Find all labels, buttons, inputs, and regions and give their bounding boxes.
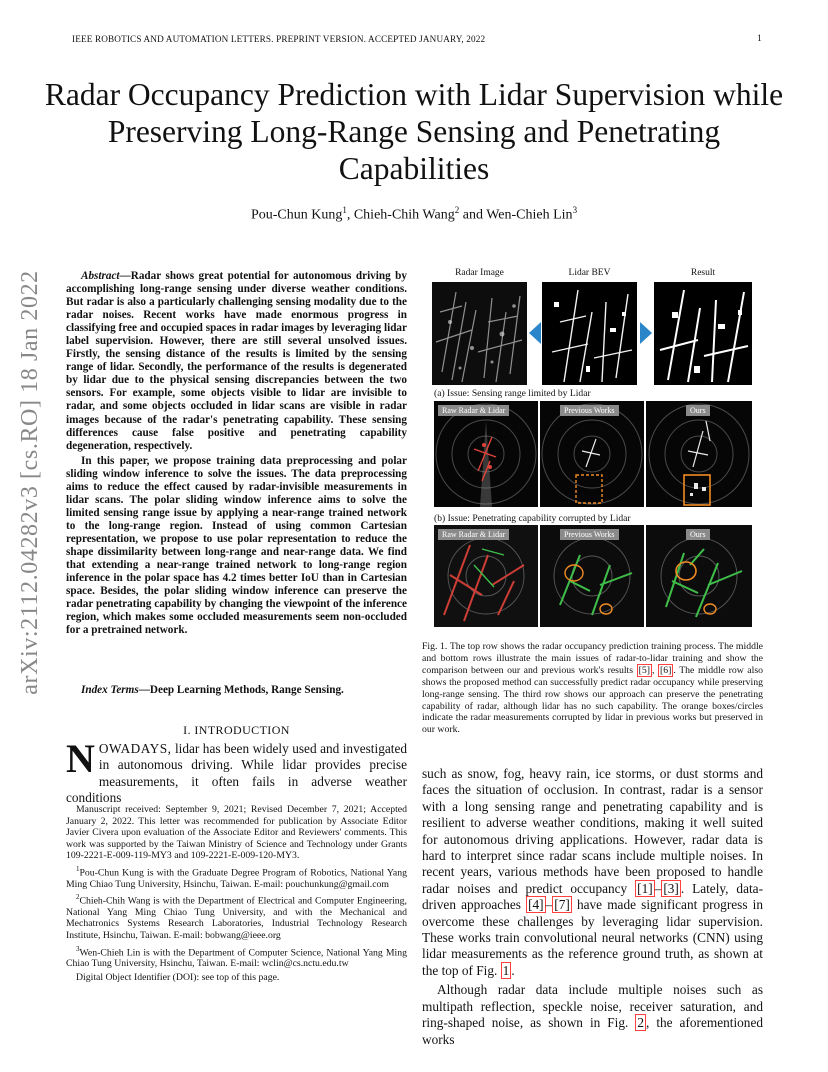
author-name: Chieh-Chih Wang — [353, 207, 455, 223]
citation-link[interactable]: [3] — [663, 880, 679, 896]
section-heading: I. INTRODUCTION — [183, 723, 290, 737]
raw-radar-lidar-panel — [434, 401, 538, 507]
result-graphic — [654, 282, 752, 385]
column-header-result: Result — [690, 268, 716, 278]
subcaption-a: (a) Issue: Sensing range limited by Lidar — [434, 388, 591, 399]
panel-label-raw: Raw Radar & Lidar — [438, 405, 509, 416]
panel-label-raw-b: Raw Radar & Lidar — [438, 529, 509, 540]
figure-caption: Fig. 1. The top row shows the radar occupancy prediction training process. The middle and bottom rows illustrate the main issues of radar-to-lidar training and show the comparison between our and previous work's results [5] , [6] . The middle row also shows the proposed method can successfully predict radar occupancy while preserving long-range sensing. The third row shows our approach can preserve the penetrating capability of radar, although lidar has no such capability. The orange boxes/circles indicate the radar measurements corrupted by lidar in previous works but preserved in our work. — [422, 641, 764, 736]
radar-image-graphic — [432, 282, 527, 385]
citation-link[interactable]: [7] — [554, 897, 570, 913]
arxiv-identifier: arXiv:2112.04282v3 [cs.RO] 18 Jan 2022 — [16, 270, 43, 695]
footnotes — [66, 804, 407, 983]
panel-label-ours: Ours — [686, 405, 710, 416]
ours-graphic — [646, 401, 752, 507]
panel-label-previous-b: Previous Works — [560, 529, 619, 540]
body-paragraph-1: such as snow, fog, heavy rain, ice storms, or dust storms and faces the situation of occlusion. In contrast, radar is a sensor with a long sensing range and penetrating capability and is resilient to adverse weather conditions, making it well suited for autonomous driving applications. However, radar data is hard to interpret since radar scans include multiple noises. In recent years, various methods have been proposed to handle radar noises and predict occupancy [1] – [3] . Lately, data-driven approaches [4] – [7] have made significant progress in overcome these challenges by leveraging lidar supervision. These works train convolutional neural networks (CNN) using lidar measurements as the reference ground truth, as shown at the top of Fig. 1 . — [422, 766, 763, 978]
citation-link[interactable]: [6] — [660, 664, 672, 676]
drop-cap: N — [66, 736, 95, 781]
footnote-2: $^2$Chieh-Chih Wang is with the Department of Electrical and Computer Engineering, National Yang Ming Chiao Tung University, and with the Mechanical and Mechatronics Systems Research Laboratories, Industrial Technology Research Institute, Hsinchu, Taiwan. E-mail: bobwang@ieee.org — [66, 893, 407, 941]
affiliation-mark: 1 — [342, 205, 347, 215]
abstract-label: Abstract — [81, 270, 120, 282]
result-panel — [654, 282, 752, 385]
index-terms-label: Index Terms — [81, 684, 139, 696]
intro-paragraph — [66, 736, 407, 807]
citation-link[interactable]: [1] — [637, 880, 653, 896]
previous-works-panel — [540, 401, 644, 507]
right-column-body — [422, 766, 763, 1048]
running-head: IEEE ROBOTICS AND AUTOMATION LETTERS. PREPRINT VERSION. ACCEPTED JANUARY, 2022 — [72, 34, 486, 44]
figure-1 — [432, 268, 762, 628]
author-name: Pou-Chun Kung — [250, 207, 343, 223]
radar-image-panel — [432, 282, 527, 385]
column-header-lidar-bev: Lidar BEV — [568, 268, 611, 278]
body-paragraph-2: Although radar data include multiple noises such as multipath reflection, speckle noise, receiver saturation, and ring-shaped noise, as shown in Fig. 2 , the aforementioned works — [422, 982, 763, 1047]
lidar-bev-graphic — [542, 282, 637, 385]
doi-note: Digital Object Identifier (DOI): see top of this page. — [76, 971, 280, 983]
page-number: 1 — [757, 34, 762, 44]
index-terms — [66, 684, 407, 696]
previous-works-panel-b — [540, 525, 644, 627]
previous-works-graphic — [540, 401, 644, 507]
author-name: Wen-Chieh Lin — [486, 207, 573, 223]
arrow-right-icon — [640, 322, 652, 344]
citation-link[interactable]: [4] — [528, 897, 544, 913]
footnote-1: $^1$Pou-Chun Kung is with the Graduate Degree Program of Robotics, National Yang Ming Chiao Tung University, Hsinchu, Taiwan. E-mail: pouchunkung@gmail.com — [66, 864, 407, 890]
raw-radar-lidar-graphic — [434, 401, 538, 507]
footnote-3: $^3$Wen-Chieh Lin is with the Department of Computer Science, National Yang Ming Chiao Tung University, Hsinchu, Taiwan. E-mail: wclin@cs.nctu.edu.tw — [66, 944, 407, 970]
previous-works-graphic-b — [540, 525, 644, 627]
ours-panel — [646, 401, 752, 507]
index-terms-text: —Deep Learning Methods, Range Sensing. — [138, 684, 344, 696]
raw-radar-lidar-graphic-b — [434, 525, 538, 627]
arrow-left-icon — [529, 322, 541, 344]
raw-radar-lidar-panel-b — [434, 525, 538, 627]
ours-panel-b — [646, 525, 752, 627]
author-separator: and — [459, 207, 487, 223]
column-header-radar-image: Radar Image — [455, 268, 504, 278]
arxiv-stamp — [8, 270, 52, 695]
author-separator: , — [346, 207, 354, 223]
subcaption-b: (b) Issue: Penetrating capability corrupted by Lidar — [434, 513, 631, 524]
paper-title: Radar Occupancy Prediction with Lidar Supervision while Preserving Long-Range Sensing and Penetrating Capabilities — [44, 77, 784, 186]
footnote-mark: 1 — [76, 864, 80, 873]
panel-label-previous: Previous Works — [560, 405, 619, 416]
footnote-mark: 3 — [76, 944, 80, 953]
lidar-bev-panel — [542, 282, 637, 385]
author-list — [40, 205, 788, 224]
intro-small-caps: OWADAYS, — [98, 741, 172, 756]
ours-graphic-b — [646, 525, 752, 627]
abstract — [66, 270, 407, 637]
footnote-mark: 2 — [76, 893, 80, 902]
affiliation-mark: 3 — [572, 205, 578, 215]
figure-ref-link[interactable]: 2 — [637, 1015, 644, 1031]
abstract-paragraph-1: —Radar shows great potential for autonomous driving by accomplishing long-range sensing under diverse weather conditions. But radar is also a particularly challenging sensing modality due to the radar noises. Recent works have made enormous progress in classifying free and occupied spaces in radar images by leveraging lidar label supervision. However, there are still several unsolved issues. Firstly, the sensing distance of the results is limited by the sensing range of lidar. Secondly, the performance of the results is degenerated by lidar due to the physical sensing discrepancies between the two sensors. For example, some objects visible to lidar are invisible to radar, and some objects occluded in lidar scans are visible in radar images because of the radar's penetrating capability. These sensing differences cause false positive and penetrating capability degeneration, respectively. — [66, 270, 407, 452]
abstract-paragraph-2: In this paper, we propose training data preprocessing and polar sliding window inference to solve the issues. The data preprocessing aims to reduce the effect caused by radar-invisible measurements in lidar scans. The polar sliding window inference aims to solve the limited sensing range issue by applying a near-range trained network to the long-range region. Instead of using common Cartesian representation, we propose to use polar representation to reduce the shape dissimilarity between long-range and near-range data. We find that extending a near-range trained network to long-range region inference in the polar space has 4.2 times better IoU than in Cartesian space. Besides, the polar sliding window inference can preserve the radar penetrating capability by changing the viewpoint of the inference region, which makes some occluded measurements seem non-occluded for a pretrained network. — [66, 454, 407, 637]
panel-label-ours-b: Ours — [686, 529, 710, 540]
manuscript-note: Manuscript received: September 9, 2021; Revised December 7, 2021; Accepted January 2, 2022. This letter was recommended for publication by Associate Editor Javier Civera upon evaluation of the Associate Editor and Reviewers' comments. This work was supported by the Taiwan Ministry of Science and Technology under Grants 109-2221-E-009-119-MY3 and 109-2221-E-009-120-MY3. — [66, 804, 407, 862]
citation-link[interactable]: [5] — [638, 664, 650, 676]
intro-text: lidar has been widely used and investigated in autonomous driving. While lidar provides precise measurements, it often fails in adverse weather conditions — [66, 741, 407, 806]
affiliation-mark: 2 — [454, 205, 460, 215]
figure-ref-link[interactable]: 1 — [502, 962, 510, 978]
